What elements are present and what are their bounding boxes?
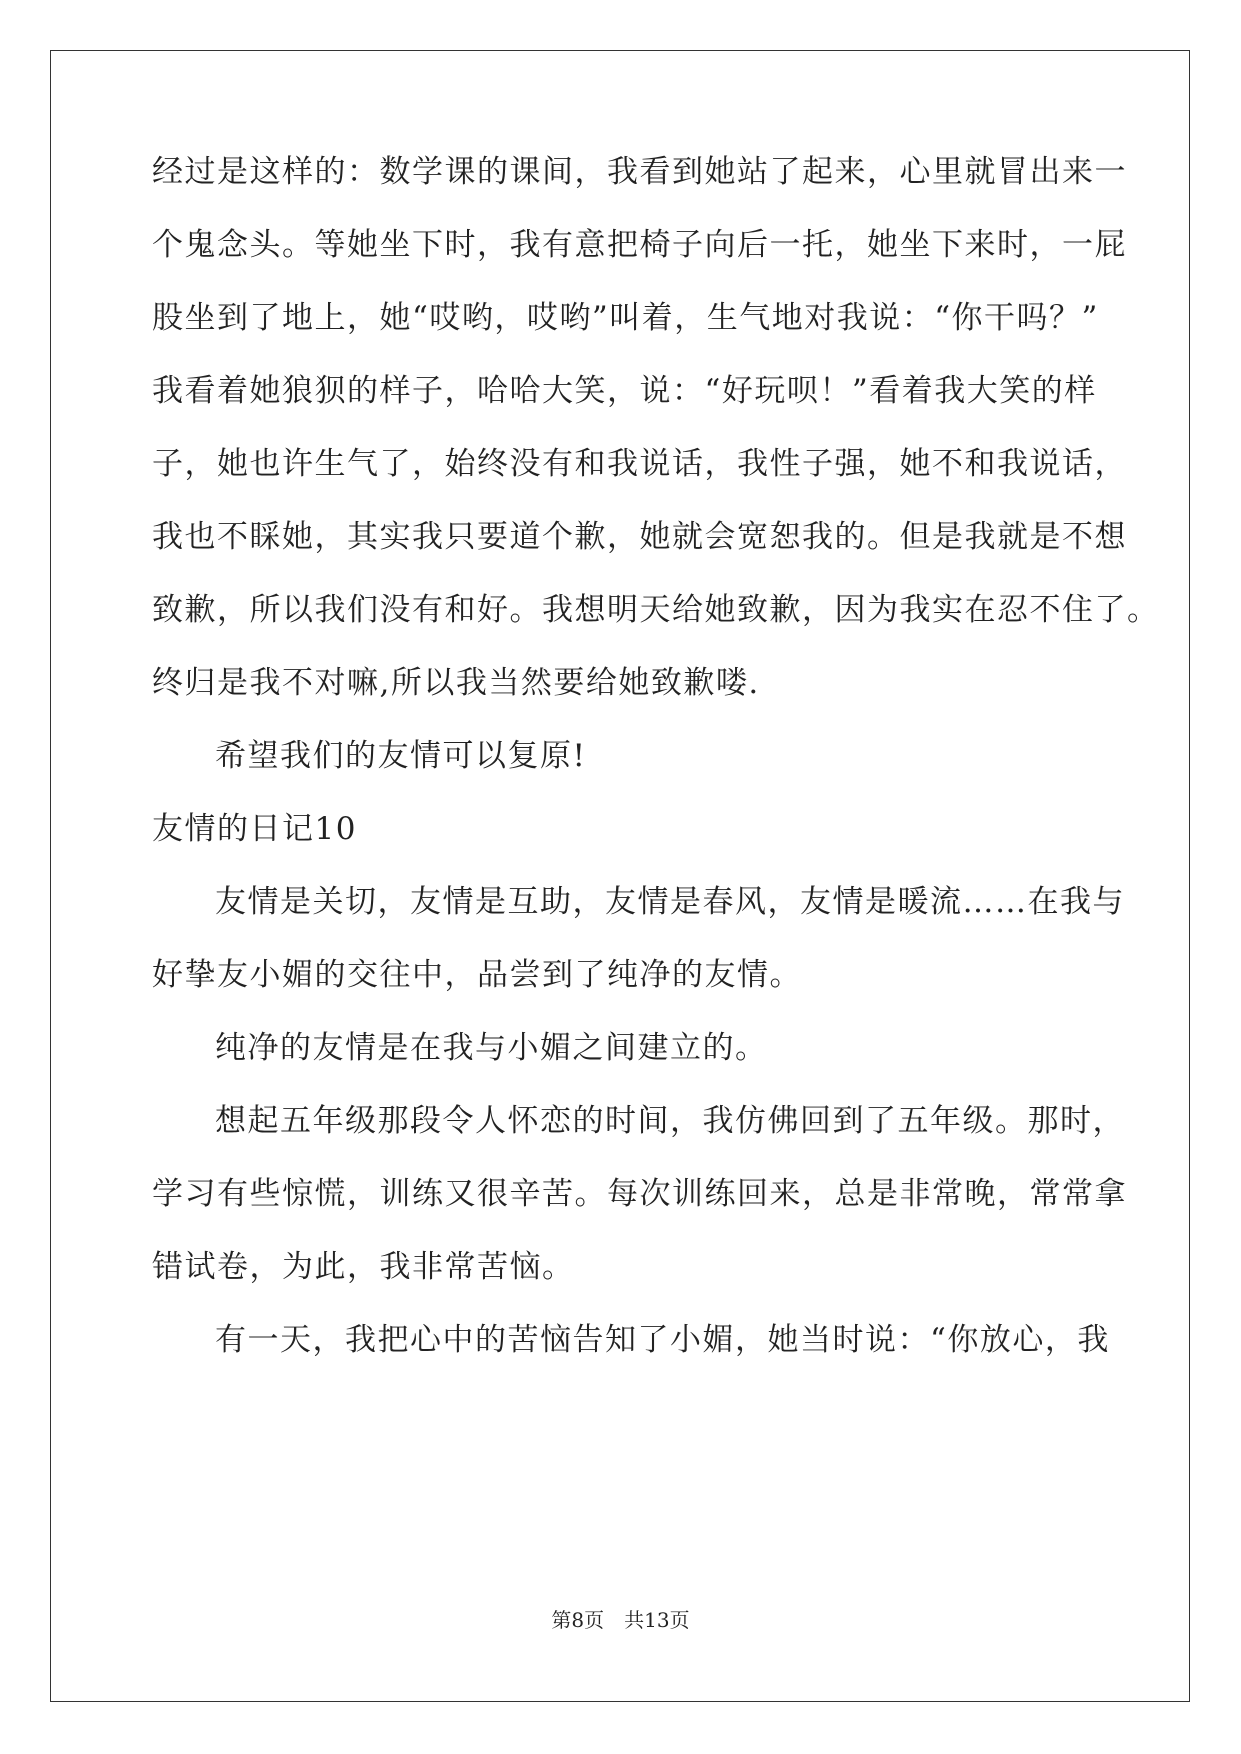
- body-line: 友情是关切，友情是互助，友情是春风，友情是暖流……在我与: [215, 884, 1125, 920]
- body-line: 希望我们的友情可以复原!: [215, 738, 587, 774]
- body-line: 想起五年级那段令人怀恋的时间，我仿佛回到了五年级。那时，: [215, 1103, 1125, 1139]
- body-line: 个鬼念头。等她坐下时，我有意把椅子向后一托，她坐下来时，一屁: [152, 227, 1127, 263]
- body-line: 纯净的友情是在我与小媚之间建立的。: [215, 1030, 768, 1066]
- body-line: 致歉，所以我们没有和好。我想明天给她致歉，因为我实在忍不住了。: [152, 592, 1160, 628]
- body-line: 我也不睬她，其实我只要道个歉，她就会宽恕我的。但是我就是不想: [152, 519, 1127, 555]
- section-heading: 友情的日记10: [152, 811, 357, 847]
- body-line: 子，她也许生气了，始终没有和我说话，我性子强，她不和我说话，: [152, 446, 1127, 482]
- body-line: 学习有些惊慌，训练又很辛苦。每次训练回来，总是非常晚，常常拿: [152, 1176, 1127, 1212]
- body-line: 好挚友小媚的交往中，品尝到了纯净的友情。: [152, 957, 802, 993]
- body-line: 经过是这样的：数学课的课间，我看到她站了起来，心里就冒出来一: [152, 154, 1127, 190]
- page-total: 共13页: [624, 1608, 690, 1632]
- body-line: 我看着她狼狈的样子，哈哈大笑，说：“好玩呗！”看着我大笑的样: [152, 373, 1097, 409]
- page-footer: [0, 1608, 1241, 1632]
- body-line: 股坐到了地上，她“哎哟，哎哟”叫着，生气地对我说：“你干吗？”: [152, 300, 1099, 336]
- page-number: 第8页: [551, 1608, 605, 1632]
- body-line: 终归是我不对嘛,所以我当然要给她致歉喽.: [152, 665, 760, 701]
- body-line: 有一天，我把心中的苦恼告知了小媚，她当时说：“你放心，我: [215, 1322, 1110, 1358]
- body-line: 错试卷，为此，我非常苦恼。: [152, 1249, 575, 1285]
